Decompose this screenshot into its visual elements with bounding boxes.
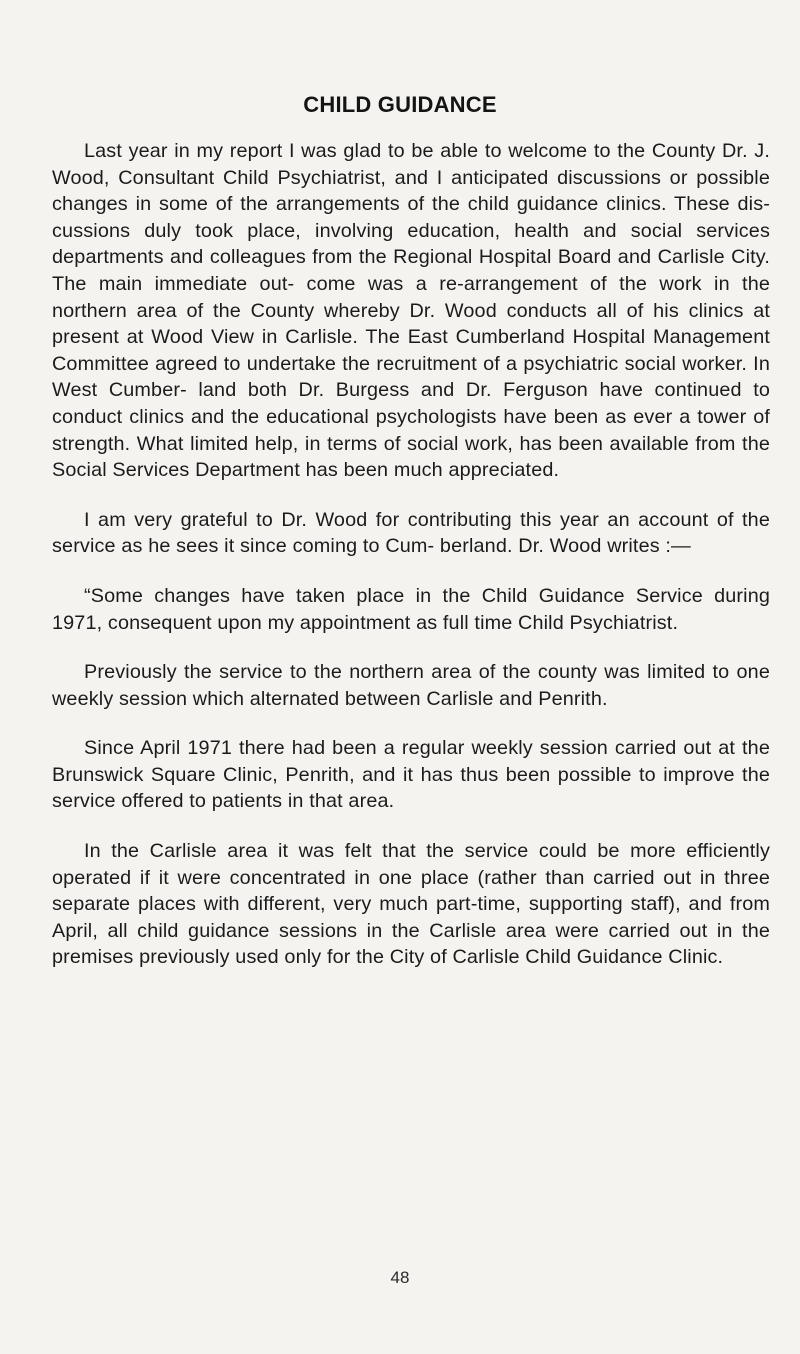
paragraph-previous-service: Previously the service to the northern area of the county was limited to one weekly session which alternated between Carlisle and Penrith. (52, 661, 770, 710)
paragraph-penrith-session: Since April 1971 there had been a regular weekly session carried out at the Brunswick Square Clinic, Penrith, and it has thus been possible to improve the service offered to patients in that area. (52, 737, 770, 813)
paragraph-gratitude: I am very grateful to Dr. Wood for contributing this year an account of the service as he sees it since coming to Cum- berland. Dr. Wood writes :— (52, 508, 770, 558)
page-title: CHILD GUIDANCE (303, 92, 497, 117)
body-text (52, 138, 770, 971)
paragraph-quote-changes: “Some changes have taken place in the Child Guidance Service during 1971, consequent upon my appointment as full time Child Psychiatrist. (52, 584, 770, 634)
paragraph-carlisle-area: In the Carlisle area it was felt that the service could be more efficiently operated if it were concentrated in one place (rather than carried out in three separate places with different, very much part-time, supporting staff), and from April, all child guidance sessions in the Carlisle area were carried out in the premises previously used only for the City of Carlisle Child Guidance Clinic. (52, 840, 770, 969)
paragraph-intro: Last year in my report I was glad to be able to welcome to the County Dr. J. Wood, Consultant Child Psychiatrist, and I anticipated discussions or possible changes in some of the arrangements of the child guidance clinics. These dis- cussions duly took place, involving education, health and social services departments and colleagues from the Regional Hospital Board and Carlisle City. The main immediate out- come was a re-arrangement of the work in the northern area of the County whereby Dr. Wood conducts all of his clinics at present at Wood View in Carlisle. The East Cumberland Hospital Management Committee agreed to undertake the recruitment of a psychiatric social worker. In West Cumber- land both Dr. Burgess and Dr. Ferguson have continued to conduct clinics and the educational psychologists have been as ever a tower of strength. What limited help, in terms of social work, has been available from the Social Services Department has been much appreciated. (52, 140, 770, 482)
page-number: 48 (390, 1268, 410, 1287)
